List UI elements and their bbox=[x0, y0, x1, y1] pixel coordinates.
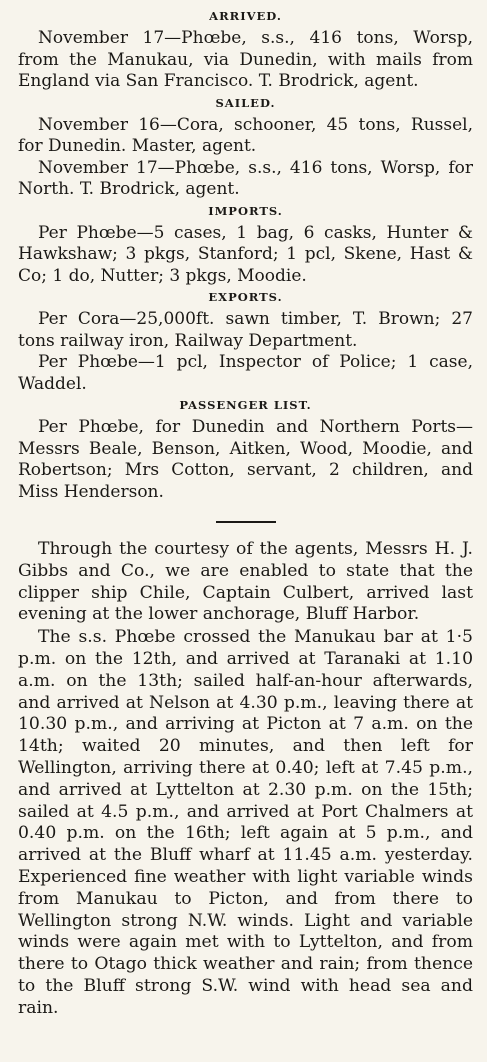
article-paragraph: Through the courtesy of the agents, Messrs H. J. Gibbs and Co., we are enabled to state that the clipper ship Chile, Captain Culbert, arrived last evening at the lower anchorage, Bluff Harbor. bbox=[18, 539, 473, 625]
section-heading: PASSENGER LIST. bbox=[179, 398, 312, 412]
section-sailed bbox=[18, 96, 473, 201]
section-paragraph: November 16—Cora, schooner, 45 tons, Russel, for Dunedin. Master, agent. bbox=[18, 114, 473, 156]
section-heading: EXPORTS. bbox=[208, 290, 283, 304]
shipping-intelligence bbox=[18, 9, 473, 503]
section-paragraph: Per Phœbe, for Dunedin and Northern Ports—Messrs Beale, Benson, Aitken, Wood, Moodie, and Robertson; Mrs Cotton, servant, 2 children, and Miss Henderson. bbox=[18, 417, 473, 502]
section-paragraph: Per Phœbe—1 pcl, Inspector of Police; 1 case, Waddel. bbox=[18, 352, 473, 394]
news-article bbox=[18, 539, 473, 1020]
section-divider bbox=[216, 521, 276, 523]
section-imports bbox=[18, 204, 473, 288]
section-paragraph: Per Cora—25,000ft. sawn timber, T. Brown; 27 tons railway iron, Railway Department. bbox=[18, 309, 473, 351]
section-heading: SAILED. bbox=[215, 95, 276, 110]
section-paragraph: November 17—Phœbe, s.s., 416 tons, Worsp, for North. T. Brodrick, agent. bbox=[18, 157, 473, 199]
article-paragraph: The s.s. Phœbe crossed the Manukau bar at 1·5 p.m. on the 12th, and arrived at Taranaki at 1.10 a.m. on the 13th; sailed half-an-hour afterwards, and arrived at Nelson at 4.30 p.m., leaving there at 10.30 p.m., and arriving at Picton at 7 a.m. on the 14th; waited 20 minutes, and then left for Wellington, arriving there at 0.40; left at 7.45 p.m., and arrived at Lyttelton at 2.30 p.m. on the 15th; sailed at 4.5 p.m., and arrived at Port Chalmers at 0.40 p.m. on the 16th; left again at 5 p.m., and arrived at the Bluff wharf at 11.45 a.m. yesterday. Experienced fine weather with light variable winds from Manukau to Picton, and from there to Wellington strong N.W. winds. Light and variable winds were again met with to Lyttelton, and from there to Otago thick weather and rain; from thence to the Bluff strong S.W. wind with head sea and rain. bbox=[18, 627, 473, 1018]
section-paragraph: Per Phœbe—5 cases, 1 bag, 6 casks, Hunter & Hawkshaw; 3 pkgs, Stanford; 1 pcl, Skene, Hast & Co; 1 do, Nutter; 3 pkgs, Moodie. bbox=[18, 222, 473, 286]
section-paragraph: November 17—Phœbe, s.s., 416 tons, Worsp, from the Manukau, via Dunedin, with mails from England via San Francisco. T. Brodrick, agent. bbox=[18, 28, 473, 91]
section-heading: ARRIVED. bbox=[209, 9, 282, 23]
section-passenger-list bbox=[18, 398, 473, 503]
section-exports bbox=[18, 290, 473, 395]
section-arrived bbox=[18, 9, 473, 93]
section-heading: IMPORTS. bbox=[208, 203, 283, 218]
